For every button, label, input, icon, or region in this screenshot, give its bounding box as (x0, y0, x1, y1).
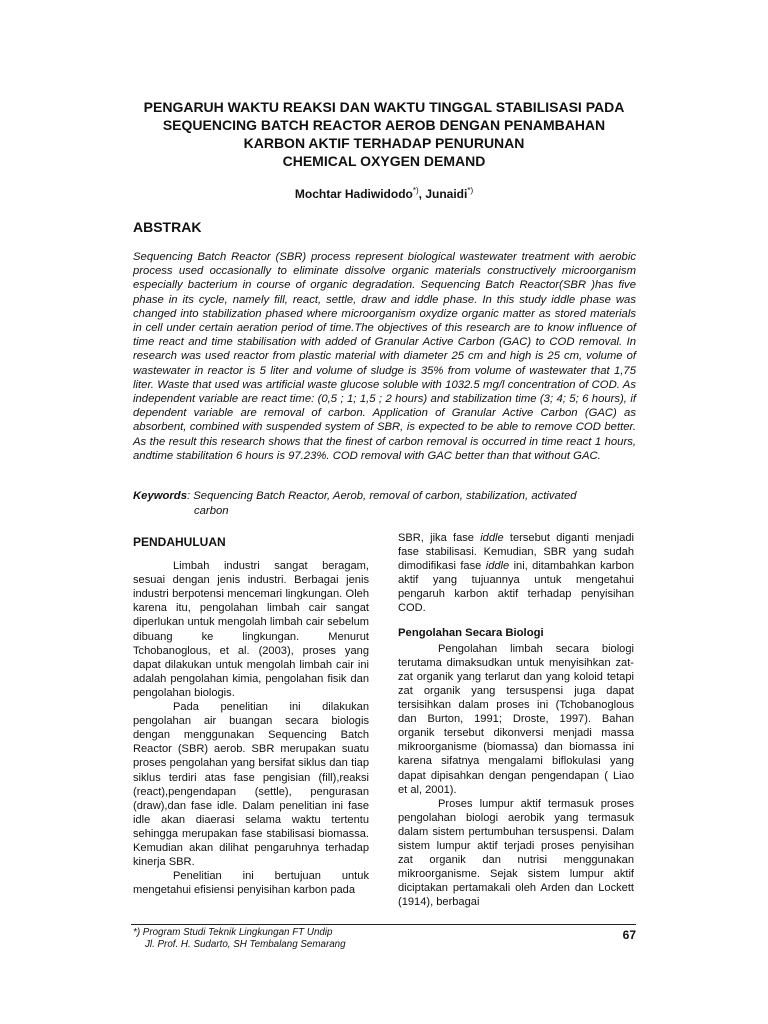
page-number: 67 (622, 928, 636, 942)
title-line-4: CHEMICAL OXYGEN DEMAND (282, 153, 486, 169)
author-1: Mochtar Hadiwidodo (294, 187, 413, 201)
text-run: SBR, jika fase (398, 532, 481, 544)
text-run: tersebut diganti menjadi fase stabilisasi. Kemudian, SBR yang sudah dimodifikasi fase (398, 532, 634, 573)
author-separator: , (418, 187, 426, 201)
footnote-line-2: Jl. Prof. H. Sudarto, SH Tembalang Semarang (145, 939, 346, 950)
keywords (133, 489, 636, 518)
footnote-line-1: *) Program Studi Teknik Lingkungan FT Undip (133, 927, 333, 938)
paragraph: Pengolahan limbah secara biologi terutama dimaksudkan untuk menyisihkan zat-zat organik yang terlarut dan yang koloid tetapi zat organik yang tersuspensi juga dapat tersisihkan dalam proses ini (Tchobanoglous dan Burton, 1991; Droste, 1997). Bahan organik tersebut dikonversi menjadi massa mikroorganisme (biomassa) dan biomassa ini karena sifatnya mengalami biflokulasi yang dapat dipisahkan dengan pengendapan ( Liao et al, 2001). (398, 642, 634, 796)
right-column (398, 531, 634, 909)
abstract-heading: ABSTRAK (133, 219, 202, 235)
author-2: Junaidi (425, 187, 468, 201)
paper-title (110, 98, 658, 170)
footer-divider (131, 924, 636, 925)
author-1-affiliation-mark: *) (412, 186, 419, 195)
title-line-3: KARBON AKTIF TERHADAP PENURUNAN (243, 135, 525, 151)
abstract-text: Sequencing Batch Reactor (SBR) process represent biological wastewater treatment with aerobic process used occasionally to eliminate dissolve organic materials constructively microorganism especially bacterium in course of organic degradation. Sequencing Batch Reactor(SBR )has five phase in its cycle, namely fill, react, settle, draw and iddle phase. In this study iddle phase was changed into stabilization phased where microorganism oxydize organic matter as stored materials in cell under certain aeration period of time.The objectives of this research are to know influence of time react and time stabilisation with added of Granular Active Carbon (GAC) to COD removal. In research was used reactor from plastic material with diameter 25 cm and high is 25 cm, volume of wastewater in reactor is 5 liter and volume of sludge is 35% from volume of wastewater that 1,75 liter. Waste that used was artificial waste glucose soluble with 1032.5 mg/l concentration of COD. As independent variable are react time: (0,5 ; 1; 1,5 ; 2 hours) and stabilization time (3; 4; 5; 6 hours), if dependent variable are removal of carbon. Application of Granular Active Carbon (GAC) as absorbent, combined with suspended system of SBR, is expected to be able to remove COD better. As the result this research shows that the finest of carbon removal is occurred in time react 1 hours, andtime stabilitation 6 hours is 97.23%. COD removal with GAC better than that without GAC. (133, 251, 636, 462)
keywords-label: Keywords (133, 490, 187, 502)
title-line-2: SEQUENCING BATCH REACTOR AEROB DENGAN PENAMBAHAN (162, 117, 606, 133)
paragraph: Penelitian ini bertujuan untuk mengetahui efisiensi penyisihan karbon pada (133, 870, 369, 897)
paragraph: Proses lumpur aktif termasuk proses pengolahan biologi aerobik yang termasuk dalam sistem pertumbuhan tersuspensi. Dalam sistem lumpur aktif terjadi proses penyisihan zat organik dan nutrisi menggunakan mikroorganisme. Sejak sistem lumpur aktif diciptakan pertamakali oleh Arden dan Lockett (1914), berbagai (398, 797, 634, 909)
keywords-text: : Sequencing Batch Reactor, Aerob, removal of carbon, stabilization, activated (187, 490, 577, 502)
paragraph: Limbah industri sangat beragam, sesuai dengan jenis industri. Berbagai jenis industri berpotensi mencemari lingkungan. Oleh karena itu, pengolahan limbah cair sangat diperlukan untuk mengolah limbah cair sebelum dibuang ke lingkungan. Menurut Tchobanoglous, et al. (2003), proses yang dapat dilakukan untuk mengolah limbah cair ini adalah pengolahan kimia, pengolahan fisik dan pengolahan biologis. (133, 560, 369, 699)
left-column (133, 531, 369, 897)
affiliation-footnote (133, 927, 533, 951)
section-heading-pendahuluan: PENDAHULUAN (133, 535, 226, 549)
paragraph: Pada penelitian ini dilakukan pengolahan air buangan secara biologis dengan menggunakan Sequencing Batch Reactor (SBR) aerob. SBR merupakan suatu proses pengolahan yang bersifat siklus dan tiap siklus terdiri atas fase pengisian (fill),reaksi (react),pengendapan (settle), pengurasan (draw),dan fase idle. Dalam penelitian ini fase idle akan diaerasi selama waktu tertentu sehingga merupakan fase stabilisasi biomassa. Kemudian akan dilihat pengaruhnya terhadap kinerja SBR. (133, 701, 369, 869)
italic-term: iddle (485, 560, 510, 573)
paragraph (398, 531, 634, 616)
author-line (0, 186, 768, 201)
title-line-1: PENGARUH WAKTU REAKSI DAN WAKTU TINGGAL STABILISASI PADA (143, 99, 625, 115)
italic-term: iddle (480, 532, 504, 544)
keywords-text-continued: carbon (194, 504, 229, 517)
subsection-heading: Pengolahan Secara Biologi (398, 626, 544, 639)
author-2-affiliation-mark: *) (467, 186, 474, 195)
text-run: ini, ditambahkan karbon aktif yang tujuannya untuk mengetahui pengaruh karbon aktif terhadap penyisihan COD. (398, 560, 635, 615)
